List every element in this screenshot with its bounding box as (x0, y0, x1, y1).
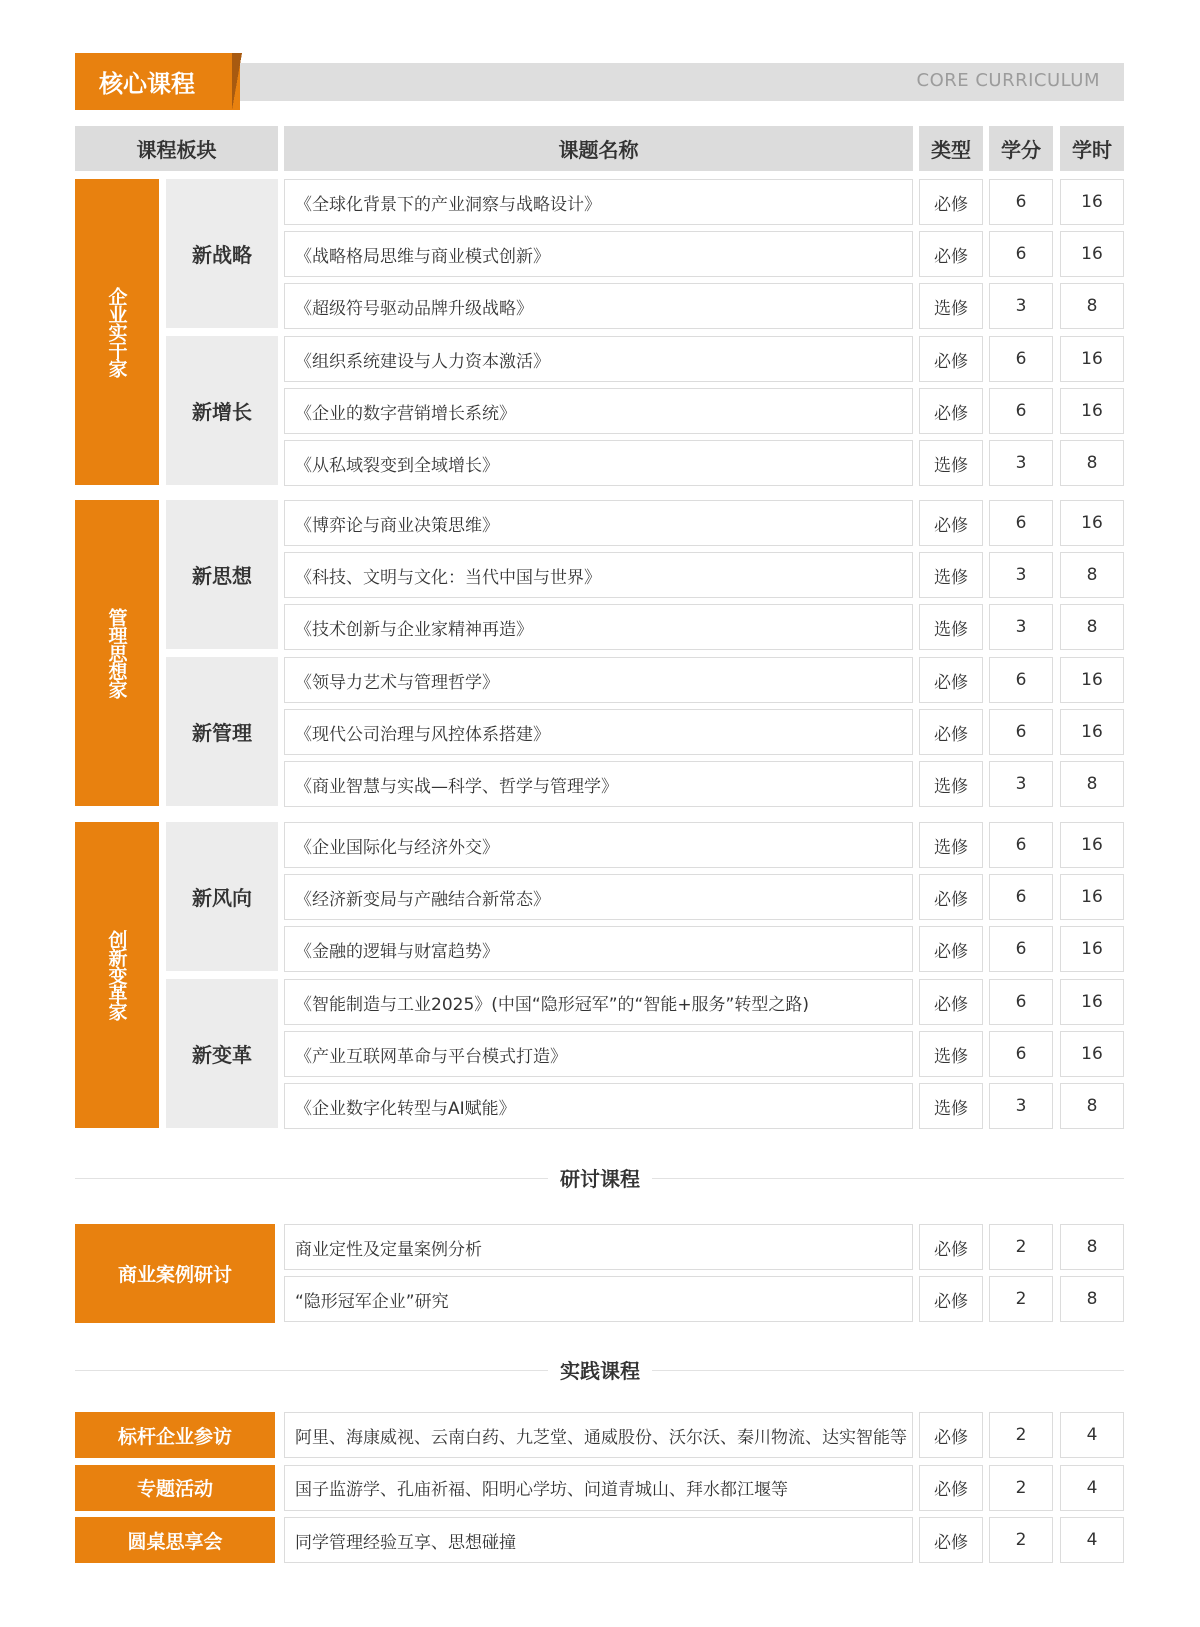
practice-title: 实践课程 (548, 1355, 652, 1385)
practice-course-credit: 2 (989, 1517, 1053, 1563)
course-type: 必修 (919, 336, 983, 382)
subgroup-2-1: 新变革 (166, 979, 278, 1128)
course-type: 必修 (919, 500, 983, 546)
seminar-course-type: 必修 (919, 1224, 983, 1270)
course-title: 《从私域裂变到全域增长》 (284, 440, 913, 486)
practice-category: 标杆企业参访 (75, 1412, 275, 1458)
course-credit: 6 (989, 926, 1053, 972)
practice-course-title: 同学管理经验互享、思想碰撞 (284, 1517, 913, 1563)
course-title: 《超级符号驱动品牌升级战略》 (284, 283, 913, 329)
course-hours: 16 (1060, 231, 1124, 277)
course-type: 必修 (919, 709, 983, 755)
practice-course-hours: 4 (1060, 1465, 1124, 1511)
course-credit: 6 (989, 500, 1053, 546)
course-type: 必修 (919, 926, 983, 972)
course-title: 《金融的逻辑与财富趋势》 (284, 926, 913, 972)
course-title: 《商业智慧与实战—科学、哲学与管理学》 (284, 761, 913, 807)
course-credit: 6 (989, 874, 1053, 920)
course-type: 必修 (919, 388, 983, 434)
course-hours: 8 (1060, 761, 1124, 807)
course-title: 《产业互联网革命与平台模式打造》 (284, 1031, 913, 1077)
course-hours: 16 (1060, 709, 1124, 755)
course-hours: 8 (1060, 604, 1124, 650)
course-hours: 16 (1060, 1031, 1124, 1077)
course-type: 选修 (919, 822, 983, 868)
practice-category: 专题活动 (75, 1465, 275, 1511)
course-type: 选修 (919, 440, 983, 486)
banner-subtitle: CORE CURRICULUM (916, 70, 1100, 91)
seminar-category: 商业案例研讨 (75, 1224, 275, 1323)
header-course-name: 课题名称 (284, 126, 913, 171)
header-credit: 学分 (989, 126, 1053, 171)
course-credit: 6 (989, 657, 1053, 703)
practice-course-type: 必修 (919, 1412, 983, 1458)
course-hours: 8 (1060, 440, 1124, 486)
practice-course-type: 必修 (919, 1465, 983, 1511)
course-type: 必修 (919, 979, 983, 1025)
course-hours: 16 (1060, 500, 1124, 546)
seminar-course-title: “隐形冠军企业”研究 (284, 1276, 913, 1322)
seminar-course-title: 商业定性及定量案例分析 (284, 1224, 913, 1270)
practice-course-credit: 2 (989, 1465, 1053, 1511)
practice-course-hours: 4 (1060, 1517, 1124, 1563)
banner-title: 核心课程 (75, 53, 240, 110)
course-hours: 16 (1060, 822, 1124, 868)
seminar-course-hours: 8 (1060, 1276, 1124, 1322)
course-hours: 16 (1060, 979, 1124, 1025)
course-title: 《技术创新与企业家精神再造》 (284, 604, 913, 650)
subgroup-1-0: 新思想 (166, 500, 278, 649)
course-type: 必修 (919, 179, 983, 225)
course-type: 选修 (919, 1031, 983, 1077)
category-2: 创新变革家 (75, 822, 159, 1128)
course-credit: 3 (989, 604, 1053, 650)
course-credit: 6 (989, 709, 1053, 755)
course-title: 《博弈论与商业决策思维》 (284, 500, 913, 546)
course-type: 选修 (919, 604, 983, 650)
course-credit: 6 (989, 822, 1053, 868)
course-credit: 6 (989, 388, 1053, 434)
course-type: 必修 (919, 874, 983, 920)
course-type: 必修 (919, 231, 983, 277)
course-hours: 8 (1060, 283, 1124, 329)
course-title: 《科技、文明与文化：当代中国与世界》 (284, 552, 913, 598)
subgroup-0-1: 新增长 (166, 336, 278, 485)
seminar-title: 研讨课程 (548, 1163, 652, 1193)
course-title: 《组织系统建设与人力资本激活》 (284, 336, 913, 382)
header-hours: 学时 (1060, 126, 1124, 171)
practice-course-credit: 2 (989, 1412, 1053, 1458)
header-course-block: 课程板块 (75, 126, 278, 171)
course-title: 《智能制造与工业2025》(中国“隐形冠军”的“智能+服务”转型之路) (284, 979, 913, 1025)
course-title: 《领导力艺术与管理哲学》 (284, 657, 913, 703)
banner-fold-decoration (232, 53, 242, 110)
course-hours: 8 (1060, 1083, 1124, 1129)
category-1: 管理思想家 (75, 500, 159, 806)
subgroup-2-0: 新风向 (166, 822, 278, 971)
course-type: 选修 (919, 552, 983, 598)
practice-course-title: 阿里、海康威视、云南白药、九芝堂、通威股份、沃尔沃、秦川物流、达实智能等 (284, 1412, 913, 1458)
subgroup-1-1: 新管理 (166, 657, 278, 806)
seminar-course-hours: 8 (1060, 1224, 1124, 1270)
seminar-course-credit: 2 (989, 1276, 1053, 1322)
practice-course-hours: 4 (1060, 1412, 1124, 1458)
course-credit: 6 (989, 231, 1053, 277)
course-title: 《企业的数字营销增长系统》 (284, 388, 913, 434)
course-credit: 3 (989, 440, 1053, 486)
course-hours: 16 (1060, 388, 1124, 434)
course-type: 选修 (919, 283, 983, 329)
practice-course-type: 必修 (919, 1517, 983, 1563)
category-0: 企业实干家 (75, 179, 159, 485)
course-hours: 16 (1060, 874, 1124, 920)
course-credit: 3 (989, 283, 1053, 329)
course-credit: 3 (989, 1083, 1053, 1129)
seminar-course-type: 必修 (919, 1276, 983, 1322)
course-title: 《全球化背景下的产业洞察与战略设计》 (284, 179, 913, 225)
course-type: 选修 (919, 761, 983, 807)
course-title: 《企业国际化与经济外交》 (284, 822, 913, 868)
course-credit: 3 (989, 761, 1053, 807)
course-title: 《战略格局思维与商业模式创新》 (284, 231, 913, 277)
course-credit: 3 (989, 552, 1053, 598)
course-title: 《企业数字化转型与AI赋能》 (284, 1083, 913, 1129)
subgroup-0-0: 新战略 (166, 179, 278, 328)
course-title: 《经济新变局与产融结合新常态》 (284, 874, 913, 920)
course-title: 《现代公司治理与风控体系搭建》 (284, 709, 913, 755)
course-credit: 6 (989, 979, 1053, 1025)
course-credit: 6 (989, 1031, 1053, 1077)
course-type: 选修 (919, 1083, 983, 1129)
course-credit: 6 (989, 179, 1053, 225)
header-type: 类型 (919, 126, 983, 171)
course-hours: 16 (1060, 336, 1124, 382)
seminar-course-credit: 2 (989, 1224, 1053, 1270)
course-hours: 16 (1060, 926, 1124, 972)
practice-category: 圆桌思享会 (75, 1517, 275, 1563)
course-hours: 8 (1060, 552, 1124, 598)
course-hours: 16 (1060, 179, 1124, 225)
course-hours: 16 (1060, 657, 1124, 703)
course-type: 必修 (919, 657, 983, 703)
practice-course-title: 国子监游学、孔庙祈福、阳明心学坊、问道青城山、拜水都江堰等 (284, 1465, 913, 1511)
course-credit: 6 (989, 336, 1053, 382)
